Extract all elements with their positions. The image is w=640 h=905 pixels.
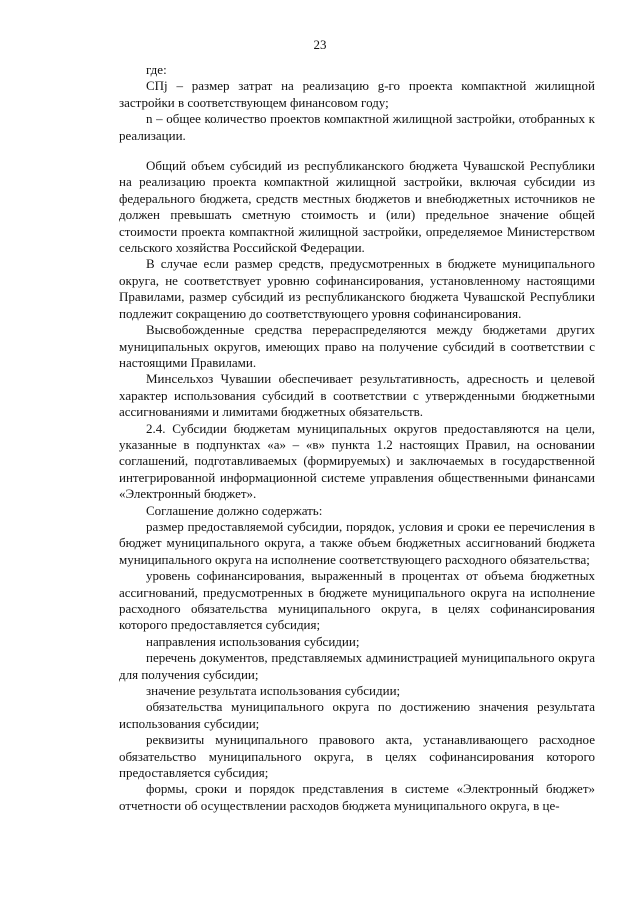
document-body (119, 62, 595, 814)
paragraph-redistribution: Высвобожденные средства перераспределяются между бюджетами других муниципальных округов, имеющих право на получение субсидий в соответствии с настоящими Правилами. (119, 322, 595, 370)
paragraph-ministry-effectiveness: Минсельхоз Чувашии обеспечивает результативность, адресность и целевой характер использования субсидий в соответствии с утвержденными бюджетными ассигнованиями и лимитами бюджетных обязательств. (119, 371, 595, 420)
list-item-result-value: значение результата использования субсидии; (146, 683, 401, 699)
page-number: 23 (313, 37, 327, 52)
paragraph-spj-definition: СПj – размер затрат на реализацию g-го проекта компактной жилищной застройки в соответствующем финансовом году; (119, 78, 595, 110)
paragraph-gap (119, 144, 595, 158)
list-item-cofinancing-level: уровень софинансирования, выраженный в процентах от объема бюджетных ассигнований, предусмотренных в бюджете муниципального округа на исполнение расходного обязательства муниципального округа, в целях софинансирования которого предоставляется субсидия; (119, 568, 595, 633)
paragraph-n-definition: n – общее количество проектов компактной жилищной застройки, отобранных к реализации. (119, 111, 595, 143)
paragraph-cofinancing-reduction: В случае если размер средств, предусмотренных в бюджете муниципального округа, не соответствует уровню софинансирования, установленному настоящими Правилами, размер субсидий из республиканского бюджета Чувашской Республики подлежит сокращению до соответствующего уровня софинансирования. (119, 256, 595, 321)
paragraph-where: где: (146, 62, 167, 77)
list-item-subsidy-amount: размер предоставляемой субсидии, порядок, условия и сроки ее перечисления в бюджет муниципального округа, а также объем бюджетных ассигнований бюджета муниципального округа на исполнение соответствующего расходного обязательства; (119, 518, 595, 567)
list-item-documents: перечень документов, представляемых администрацией муниципального округа для получения субсидии; (119, 650, 595, 682)
list-item-legal-act: реквизиты муниципального правового акта, устанавливающего расходное обязательство муниципального округа, в целях софинансирования которого предоставляется субсидия; (119, 732, 595, 781)
list-item-reporting: формы, сроки и порядок представления в системе «Электронный бюджет» отчетности об осуществлении расходов бюджета муниципального округа, в це- (119, 781, 595, 813)
paragraph-total-subsidy: Общий объем субсидий из республиканского бюджета Чувашской Республики на реализацию проекта компактной жилищной застройки, включая субсидии из федерального бюджета, средств местных бюджетов и внебюджетных источников не должен превышать сметную стоимость и (или) предельное значение общей стоимости проекта компактной жилищной застройки, определяемое Министерством сельского хозяйства Российской Федерации. (119, 158, 595, 256)
paragraph-clause-2-4: 2.4. Субсидии бюджетам муниципальных округов предоставляются на цели, указанные в подпунктах «а» – «в» пункта 1.2 настоящих Правил, на основании соглашений, подготавливаемых (формируемых) и заключаемых в государственной интегрированной информационной системе управления общественными финансами «Электронный бюджет». (119, 420, 595, 502)
list-item-usage-directions: направления использования субсидии; (146, 633, 360, 649)
paragraph-agreement-contents: Соглашение должно содержать: (146, 502, 323, 518)
list-item-obligations: обязательства муниципального округа по достижению значения результата использования субсидии; (119, 699, 595, 731)
